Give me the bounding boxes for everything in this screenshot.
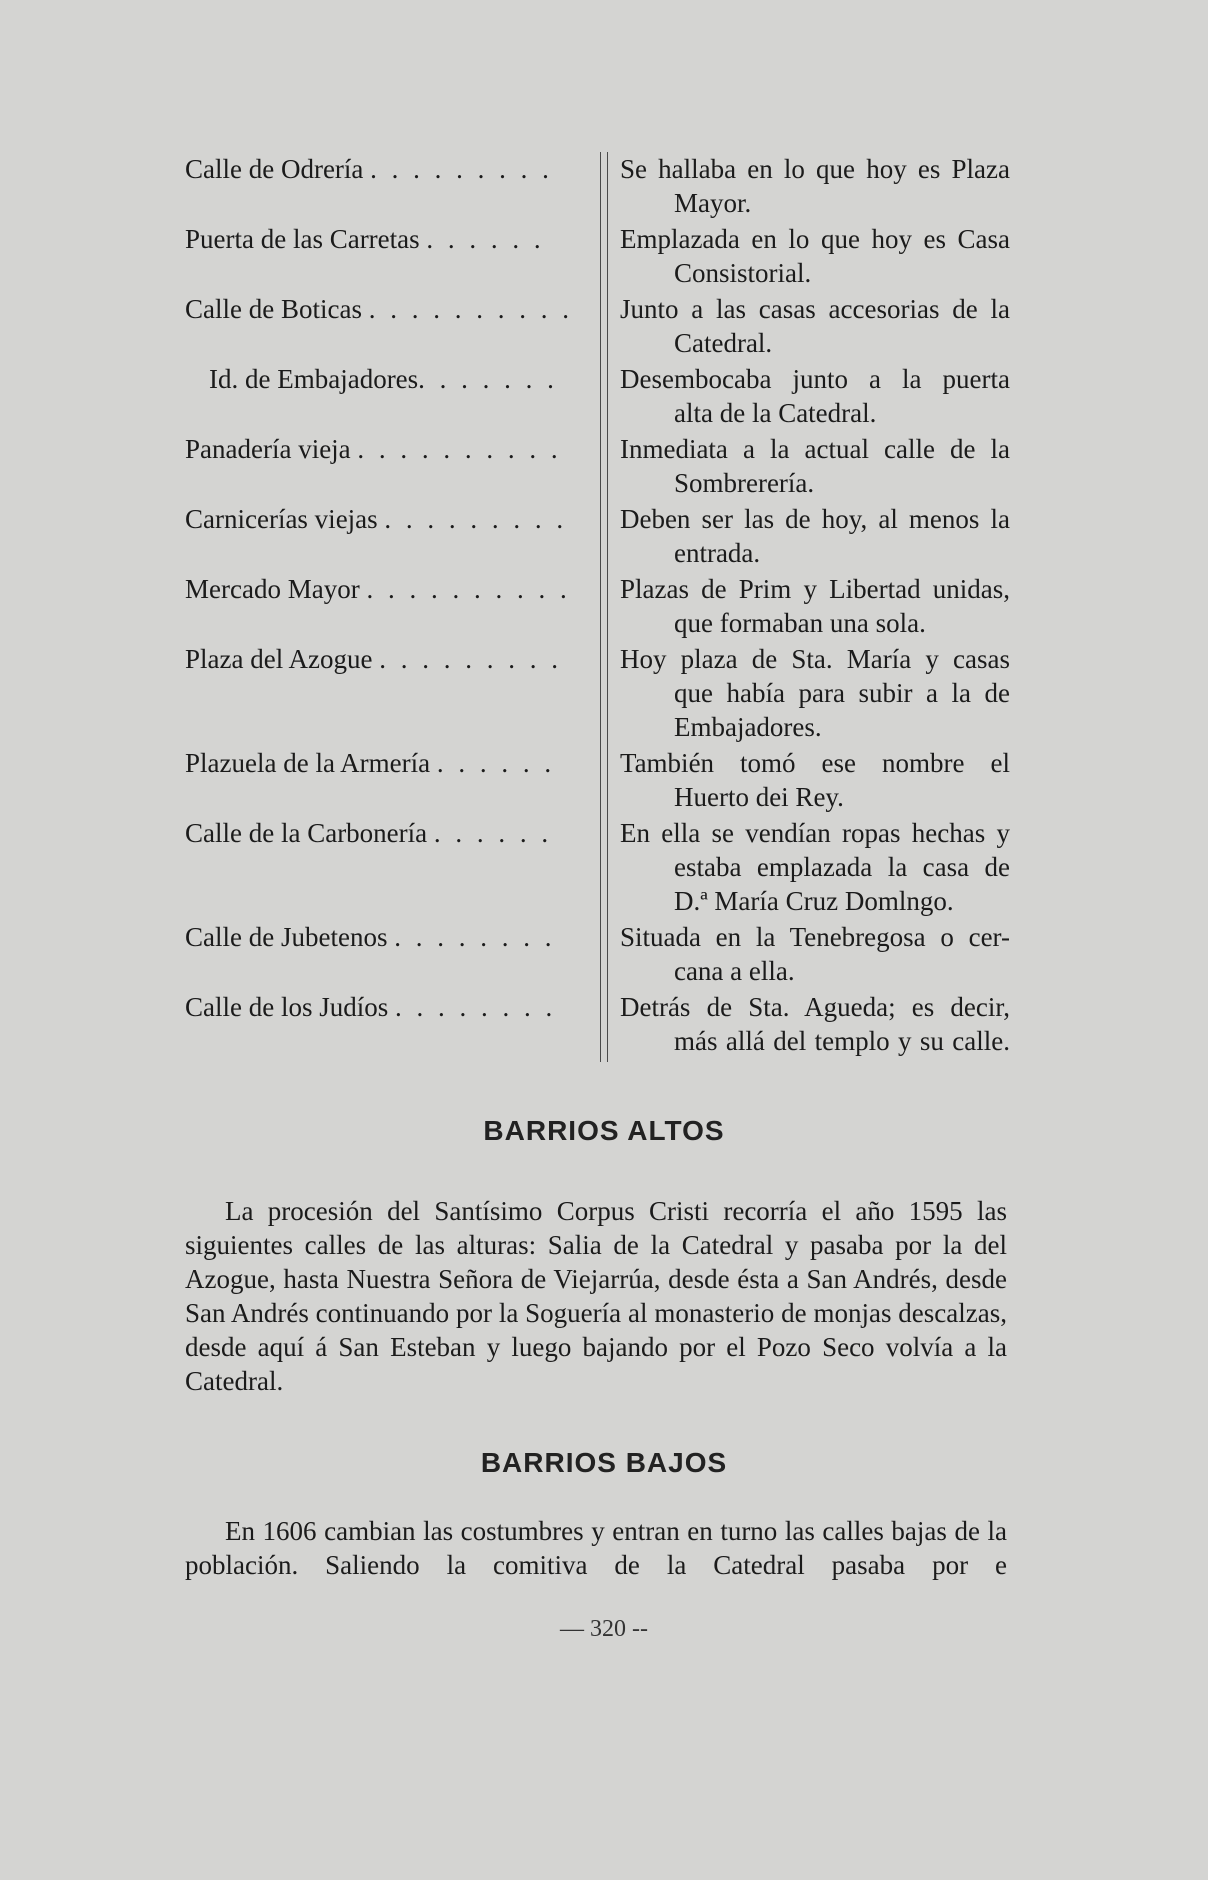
paragraph-barrios-bajos: En 1606 cambian las costumbres y entran en turno las calles bajas de la población. Saliendo la comitiva de la Catedral pasaba por e — [185, 1516, 1007, 1580]
dot-leader: . . . . . . . . . . — [366, 574, 571, 604]
column-rule — [600, 746, 608, 816]
dot-leader: . . . . . . . . . . — [357, 434, 562, 464]
dot-leader: . . . . . . . . . — [384, 504, 568, 534]
column-rule — [600, 362, 608, 432]
column-rule — [600, 502, 608, 572]
street-row — [185, 746, 1010, 816]
street-desc: Deben ser las de hoy, al menos la — [619, 504, 1010, 534]
street-desc: Hoy plaza de Sta. María y casas — [619, 644, 1010, 674]
street-row — [185, 152, 1010, 222]
street-row — [185, 816, 1010, 920]
paragraph-barrios-altos: La procesión del Santísimo Corpus Cristi recorría el año 1595 las siguientes calles de las alturas: Salia de la Catedral y pasaba por la del Azogue, hasta Nuestra Señora de Viejarrúa, desde ésta a San Andrés, desde San Andrés continuando por la Soguería al monasterio de monjas descalzas, desde aquí á San Esteban y luego bajando por el Pozo Seco volvía a la Catedral. — [185, 1196, 1007, 1396]
street-row — [185, 642, 1010, 746]
street-name: Plaza del Azogue — [185, 644, 373, 674]
street-desc: alta de la Catedral. — [674, 398, 877, 428]
dot-leader: . . . . . . — [433, 818, 553, 848]
street-desc: Situada en la Tenebregosa o cer- — [619, 922, 1010, 952]
dot-leader: . . . . . . . — [418, 364, 558, 394]
column-rule — [600, 222, 608, 292]
column-rule — [600, 432, 608, 502]
street-row — [185, 572, 1010, 642]
column-rule — [600, 816, 608, 920]
street-name: Id. de Embajadores — [209, 364, 419, 394]
street-desc: Huerto dei Rey. — [673, 782, 844, 812]
street-desc: D.ª María Cruz Domlngo. — [673, 886, 954, 916]
street-row — [185, 920, 1010, 990]
street-desc: Junto a las casas accesorias de la — [619, 294, 1010, 324]
dot-leader: . . . . . . . . — [394, 922, 556, 952]
street-desc: Embajadores. — [673, 712, 822, 742]
street-desc: En ella se vendían ropas hechas y — [619, 818, 1010, 848]
street-desc: Inmediata a la actual calle de la — [619, 434, 1010, 464]
dot-leader: . . . . . . . . . — [379, 644, 562, 674]
street-name: Plazuela de la Armería — [185, 748, 431, 778]
column-rule — [600, 292, 608, 362]
column-rule — [600, 572, 608, 642]
column-rule — [600, 152, 608, 222]
street-desc: que había para subir a la de — [673, 678, 1010, 708]
column-rule — [600, 642, 608, 746]
street-desc: Plazas de Prim y Libertad unidas, — [619, 574, 1010, 604]
street-name: Carnicerías viejas — [185, 504, 378, 534]
dot-leader: . . . . . . . . — [395, 992, 557, 1022]
street-name: Calle de Odrería — [185, 154, 364, 184]
street-desc: Sombrerería. — [673, 468, 815, 498]
street-name: Calle de la Carbonería — [185, 818, 428, 848]
street-desc: Mayor. — [673, 188, 752, 218]
street-row — [185, 222, 1010, 292]
street-desc: estaba emplazada la casa de — [673, 852, 1010, 882]
dot-leader: . . . . . . — [436, 748, 556, 778]
street-row — [185, 292, 1010, 362]
street-desc: Catedral. — [673, 328, 773, 358]
dot-leader: . . . . . . . . . — [370, 154, 553, 184]
street-list — [185, 152, 1010, 1062]
street-row — [185, 502, 1010, 572]
column-rule — [600, 920, 608, 990]
dot-leader: . . . . . . — [426, 224, 545, 254]
street-name: Calle de Boticas — [185, 294, 362, 324]
street-row — [185, 362, 1010, 432]
street-name: Calle de los Judíos — [185, 992, 389, 1022]
street-row — [185, 432, 1010, 502]
page-number: — 320 -- — [560, 1616, 648, 1642]
street-desc: Consistorial. — [673, 258, 812, 288]
street-name: Mercado Mayor — [185, 574, 360, 604]
column-rule — [600, 990, 608, 1062]
section-heading-barrios-bajos: BARRIOS BAJOS — [480, 1447, 728, 1478]
street-desc: que formaban una sola. — [673, 608, 926, 638]
street-desc: Desembocaba junto a la puerta — [620, 364, 1010, 394]
street-name: Puerta de las Carretas — [185, 224, 420, 254]
street-desc: cana a ella. — [673, 956, 795, 986]
street-desc: Detrás de Sta. Agueda; es decir, — [619, 992, 1010, 1022]
section-heading-barrios-altos: BARRIOS ALTOS — [483, 1115, 725, 1146]
street-desc: Emplazada en lo que hoy es Casa — [619, 224, 1010, 254]
street-desc: más allá del templo y su calle. — [673, 1026, 1010, 1056]
street-desc: entrada. — [673, 538, 761, 568]
street-name: Panadería vieja — [185, 434, 351, 464]
street-name: Calle de Jubetenos — [185, 922, 388, 952]
dot-leader: . . . . . . . . . . — [368, 294, 573, 324]
street-desc: Se hallaba en lo que hoy es Plaza — [619, 154, 1010, 184]
street-row — [185, 990, 1010, 1062]
street-desc: También tomó ese nombre el — [619, 748, 1010, 778]
